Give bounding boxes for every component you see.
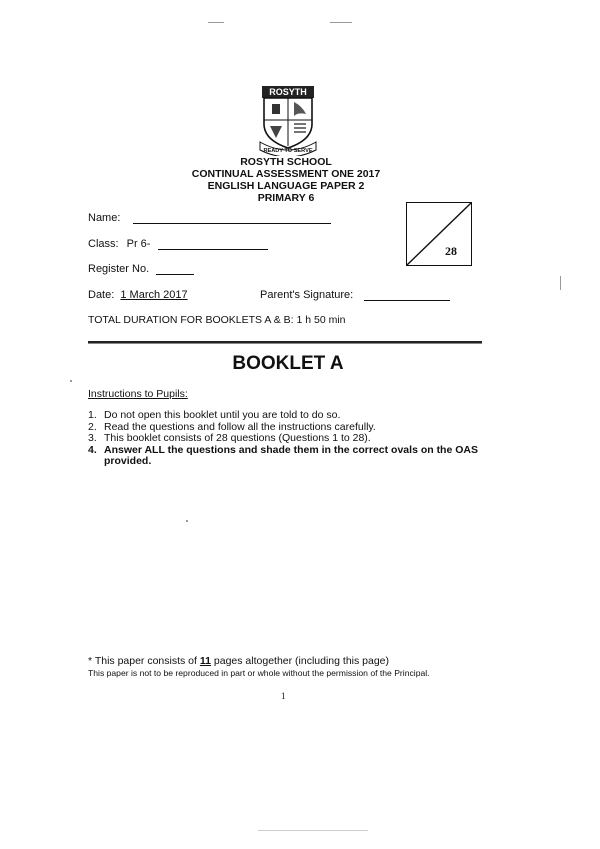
name-row bbox=[88, 212, 331, 224]
divider bbox=[88, 341, 482, 343]
register-blank[interactable] bbox=[156, 274, 194, 275]
date-value: 1 March 2017 bbox=[120, 289, 188, 301]
class-row bbox=[88, 238, 268, 250]
signature-label: Parent's Signature: bbox=[260, 289, 354, 301]
page-count: 11 bbox=[199, 655, 211, 667]
svg-text:READY TO SERVE: READY TO SERVE bbox=[263, 148, 313, 154]
instruction-item: 4. Answer ALL the questions and shade them in the correct ovals on the OAS provided. bbox=[88, 443, 478, 467]
name-blank[interactable] bbox=[133, 223, 331, 224]
register-label: Register No. bbox=[88, 263, 150, 275]
date-row bbox=[88, 289, 188, 301]
total-marks: 28 bbox=[445, 244, 457, 258]
instruction-item: 3. This booklet consists of 28 questions (Questions 1 to 28). bbox=[88, 432, 371, 444]
scan-mark bbox=[208, 22, 224, 23]
school-name: ROSYTH SCHOOL bbox=[240, 156, 332, 168]
scan-mark bbox=[258, 830, 368, 831]
register-row bbox=[88, 263, 194, 275]
name-label: Name: bbox=[88, 212, 121, 224]
copyright-notice: This paper is not to be reproduced in part or whole without the permission of the Principal. bbox=[88, 668, 430, 678]
scan-mark bbox=[186, 520, 188, 522]
page-number: 1 bbox=[281, 691, 286, 701]
signature-row bbox=[260, 289, 450, 301]
instruction-item: 1. Do not open this booklet until you are told to do so. bbox=[88, 409, 341, 421]
date-label: Date: bbox=[88, 289, 115, 301]
signature-blank[interactable] bbox=[364, 300, 450, 301]
scan-mark bbox=[330, 22, 352, 23]
total-duration: TOTAL DURATION FOR BOOKLETS A & B: 1 h 50 min bbox=[88, 314, 346, 326]
exam-name: CONTINUAL ASSESSMENT ONE 2017 bbox=[191, 168, 381, 180]
svg-text:ROSYTH: ROSYTH bbox=[269, 87, 307, 97]
level: PRIMARY 6 bbox=[257, 192, 315, 204]
exam-header bbox=[150, 156, 422, 204]
scan-mark bbox=[560, 276, 561, 290]
class-label: Class: bbox=[88, 238, 119, 250]
school-crest-logo bbox=[258, 84, 318, 156]
class-prefix: Pr 6- bbox=[126, 238, 151, 250]
page-count-note: * This paper consists of 11 pages altogether (including this page) bbox=[88, 655, 390, 667]
paper-name: ENGLISH LANGUAGE PAPER 2 bbox=[207, 180, 365, 192]
marks-box bbox=[406, 202, 472, 266]
class-blank[interactable] bbox=[158, 249, 268, 250]
instructions-heading: Instructions to Pupils: bbox=[88, 388, 188, 400]
instructions-list bbox=[88, 410, 488, 468]
booklet-title: BOOKLET A bbox=[232, 353, 344, 374]
scan-mark bbox=[70, 380, 72, 382]
instruction-item: 2. Read the questions and follow all the instructions carefully. bbox=[88, 420, 376, 433]
